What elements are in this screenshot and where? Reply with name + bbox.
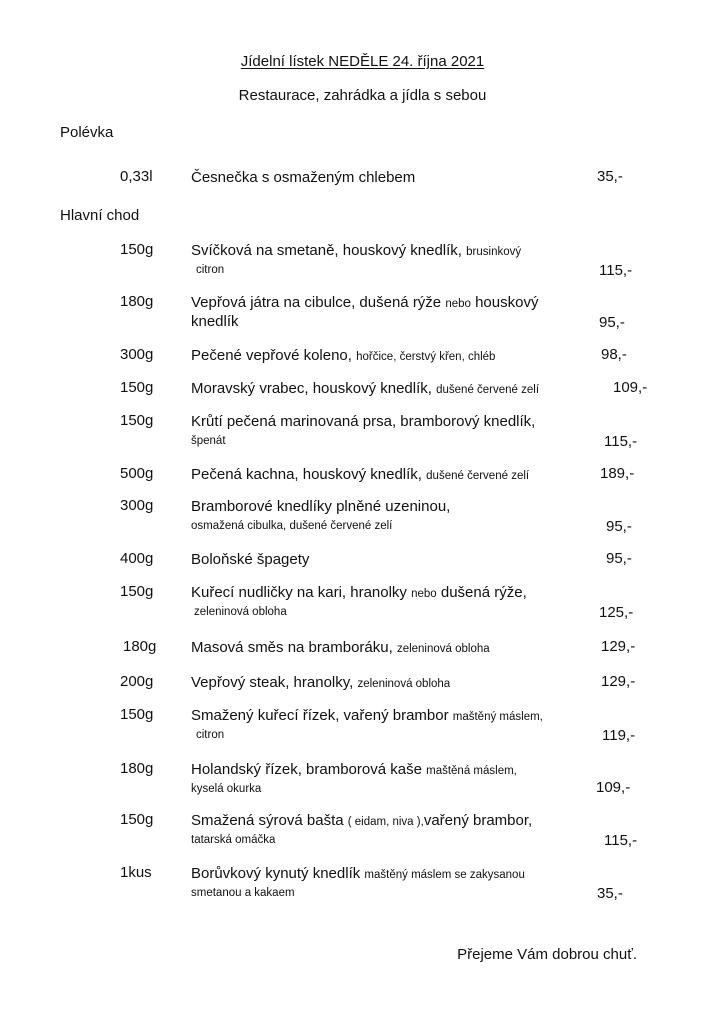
item-name: Pečené vepřové koleno, (191, 347, 352, 364)
item-name-cont: houskový (475, 294, 539, 311)
item-connector: ( eidam, niva ), (347, 816, 424, 828)
item-quantity: 150g (120, 412, 154, 429)
item-quantity: 150g (120, 379, 154, 396)
item-name-line2: knedlík (191, 313, 239, 330)
item-quantity: 150g (120, 583, 154, 600)
item-price: 129,- (601, 638, 636, 655)
item-quantity: 0,33l (120, 168, 153, 185)
item-quantity: 180g (123, 638, 157, 655)
item-price: 95,- (606, 550, 632, 567)
item-note-line2: tatarská omáčka (191, 834, 276, 846)
item-name: Holandský řízek, bramborová kaše (191, 761, 422, 778)
item-note-line2: smetanou a kakaem (191, 887, 295, 899)
item-name: Moravský vrabec, houskový knedlík, (191, 380, 432, 397)
item-name: Borůvkový kynutý knedlík (191, 865, 361, 882)
item-note: dušené červené zelí (426, 470, 530, 482)
item-price: 115,- (604, 832, 638, 849)
item-note: zeleninová obloha (357, 678, 451, 690)
item-note: maštěný máslem se zakysanou (364, 869, 525, 881)
item-quantity: 400g (120, 550, 154, 567)
item-price: 109,- (613, 379, 648, 396)
item-note: hořčice, čerstvý křen, chléb (356, 351, 496, 363)
item-quantity: 180g (120, 293, 154, 310)
item-quantity: 1kus (120, 864, 152, 881)
item-quantity: 150g (120, 241, 154, 258)
item-price: 119,- (602, 727, 636, 744)
section-heading-soup: Polévka (60, 124, 114, 141)
item-note: zeleninová obloha (396, 643, 490, 655)
item-name: Smažená sýrová bašta (191, 812, 344, 829)
item-price: 115,- (604, 433, 638, 450)
item-quantity: 500g (120, 465, 154, 482)
item-quantity: 150g (120, 706, 154, 723)
item-name: Pečená kachna, houskový knedlík, (191, 466, 422, 483)
item-price: 35,- (597, 885, 623, 902)
item-name: Krůtí pečená marinovaná prsa, bramborový knedlík, (191, 413, 536, 430)
item-price: 95,- (599, 314, 625, 331)
item-note: brusinkový (466, 246, 522, 258)
item-quantity: 150g (120, 811, 154, 828)
item-note: maštěný máslem, (452, 711, 543, 723)
item-connector: nebo (445, 298, 471, 310)
item-name: Česnečka s osmaženým chlebem (191, 169, 416, 186)
item-quantity: 200g (120, 673, 154, 690)
item-note-line2: zeleninová obloha (194, 606, 287, 618)
closing-greeting: Přejeme Vám dobrou chuť. (457, 946, 637, 963)
item-connector: nebo (411, 588, 437, 600)
item-price: 109,- (596, 779, 631, 796)
item-name: Smažený kuřecí řízek, vařený brambor (191, 707, 449, 724)
item-name: Vepřový steak, hranolky, (191, 674, 354, 691)
item-price: 189,- (600, 465, 635, 482)
item-name-cont: dušená rýže, (440, 584, 527, 601)
item-name: Svíčková na smetaně, houskový knedlík, (191, 242, 462, 259)
item-price: 129,- (601, 673, 636, 690)
item-note-line2: osmažená cibulka, dušené červené zelí (191, 520, 393, 532)
item-price: 115,- (599, 262, 633, 279)
item-price: 125,- (599, 604, 634, 621)
item-name: Vepřová játra na cibulce, dušená rýže (191, 294, 442, 311)
item-note: maštěná máslem, (426, 765, 517, 777)
section-heading-main: Hlavní chod (60, 207, 140, 224)
item-note-line2: špenát (191, 435, 226, 447)
item-name: Masová směs na bramboráku, (191, 639, 393, 656)
item-quantity: 180g (120, 760, 154, 777)
item-name-cont: vařený brambor, (423, 812, 533, 829)
menu-subtitle: Restaurace, zahrádka a jídla s sebou (238, 87, 487, 104)
item-name: Bramborové knedlíky plněné uzeninou, (191, 498, 451, 515)
item-note-line2: kyselá okurka (191, 783, 262, 795)
item-note: dušené červené zelí (436, 384, 540, 396)
item-price: 35,- (597, 168, 623, 185)
item-note-line2: citron (196, 264, 225, 276)
item-name: Boloňské špagety (191, 551, 310, 568)
item-price: 98,- (601, 346, 627, 363)
menu-title: Jídelní lístek NEDĚLE 24. října 2021 (240, 53, 485, 70)
item-quantity: 300g (120, 497, 154, 514)
item-price: 95,- (606, 518, 632, 535)
item-note-line2: citron (196, 729, 225, 741)
item-quantity: 300g (120, 346, 154, 363)
item-name: Kuřecí nudličky na kari, hranolky (191, 584, 407, 601)
